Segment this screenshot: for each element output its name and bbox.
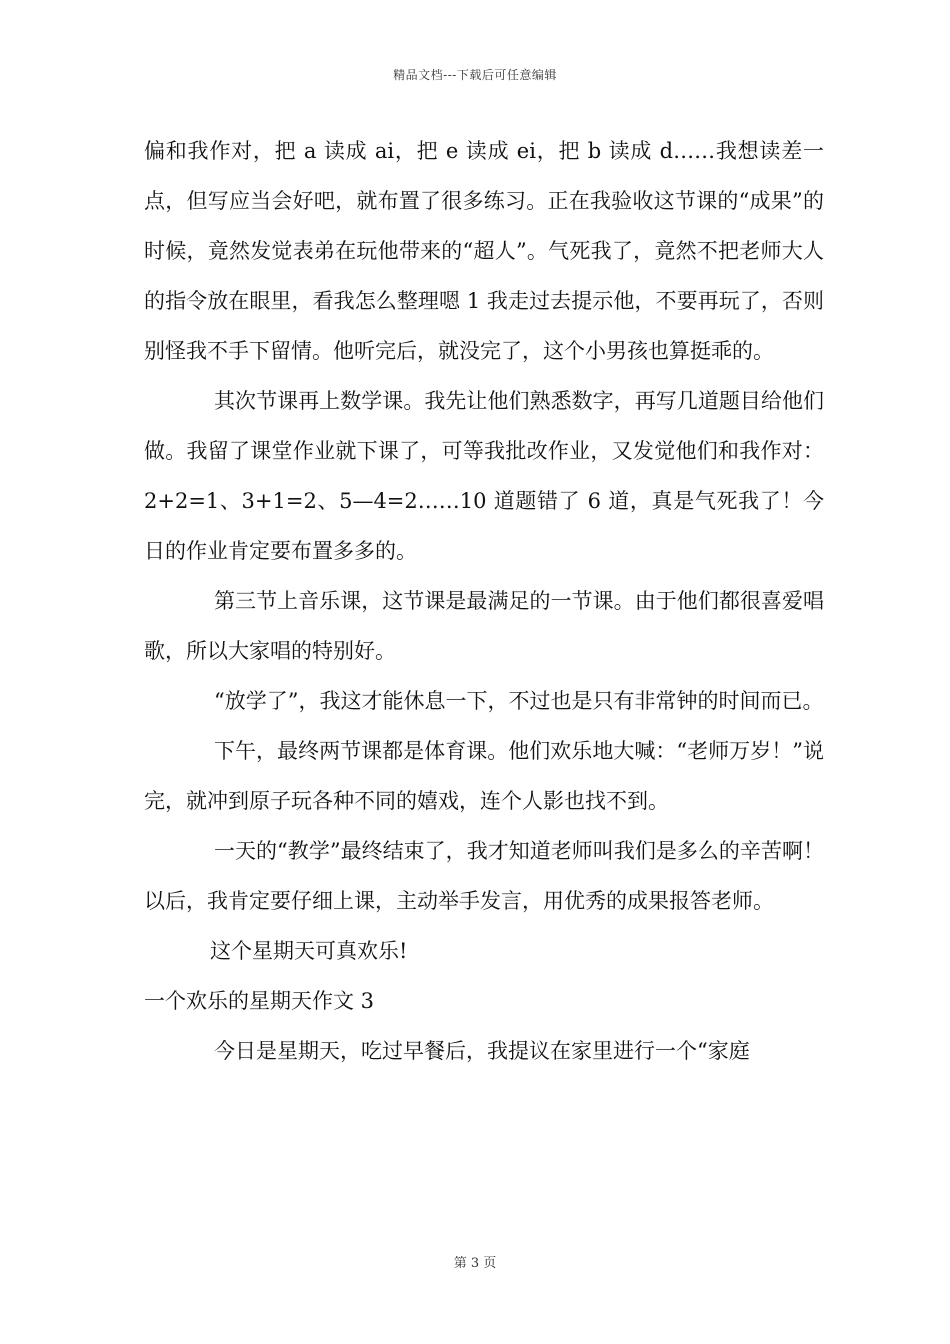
paragraph-8: 今日是星期天，吃过早餐后，我提议在家里进行一个“家庭 <box>214 1039 750 1063</box>
paragraph-4: “放学了”，我这才能休息一下，不过也是只有非常钟的时间而已。 <box>214 689 824 713</box>
paragraph-1: 偏和我作对，把 a 读成 ai，把 e 读成 ei，把 b 读成 d……我想读差一点，但写应当会好吧，就布置了很多练习。正在我验收这节课的“成果”的时候，竟然发觉表弟在玩他带来的“超人”。气死我了，竟然不把老师大人的指令放在眼里，看我怎么整理嗯 1 我走过去提示他，不要再玩了，否则别怪我不手下留情。他听完后，就没完了，这个小男孩也算挺乖的。 <box>144 139 824 363</box>
paragraph-5: 下午，最终两节课都是体育课。他们欢乐地大喊：“老师万岁！”说完，就冲到原子玩各种不同的嬉戏，连个人影也找不到。 <box>144 739 824 813</box>
document-body <box>144 126 824 1076</box>
page-header: 精品文档---下载后可任意编辑 <box>393 68 557 82</box>
paragraph-3: 第三节上音乐课，这节课是最满足的一节课。由于他们都很喜爱唱歌，所以大家唱的特别好。 <box>144 589 824 663</box>
page-number: 第 3 页 <box>453 1256 497 1271</box>
paragraph-2: 其次节课再上数学课。我先让他们熟悉数字，再写几道题目给他们做。我留了课堂作业就下课了，可等我批改作业，又发觉他们和我作对：2+2=1、3+1=2、5—4=2……10 道题错了 6 道，真是气死我了！今日的作业肯定要布置多多的。 <box>144 389 824 563</box>
section-title: 一个欢乐的星期天作文 3 <box>144 989 375 1013</box>
paragraph-6: 一天的“教学”最终结束了，我才知道老师叫我们是多么的辛苦啊！以后，我肯定要仔细上课，主动举手发言，用优秀的成果报答老师。 <box>144 839 824 913</box>
paragraph-closing: 这个星期天可真欢乐! <box>210 939 408 963</box>
